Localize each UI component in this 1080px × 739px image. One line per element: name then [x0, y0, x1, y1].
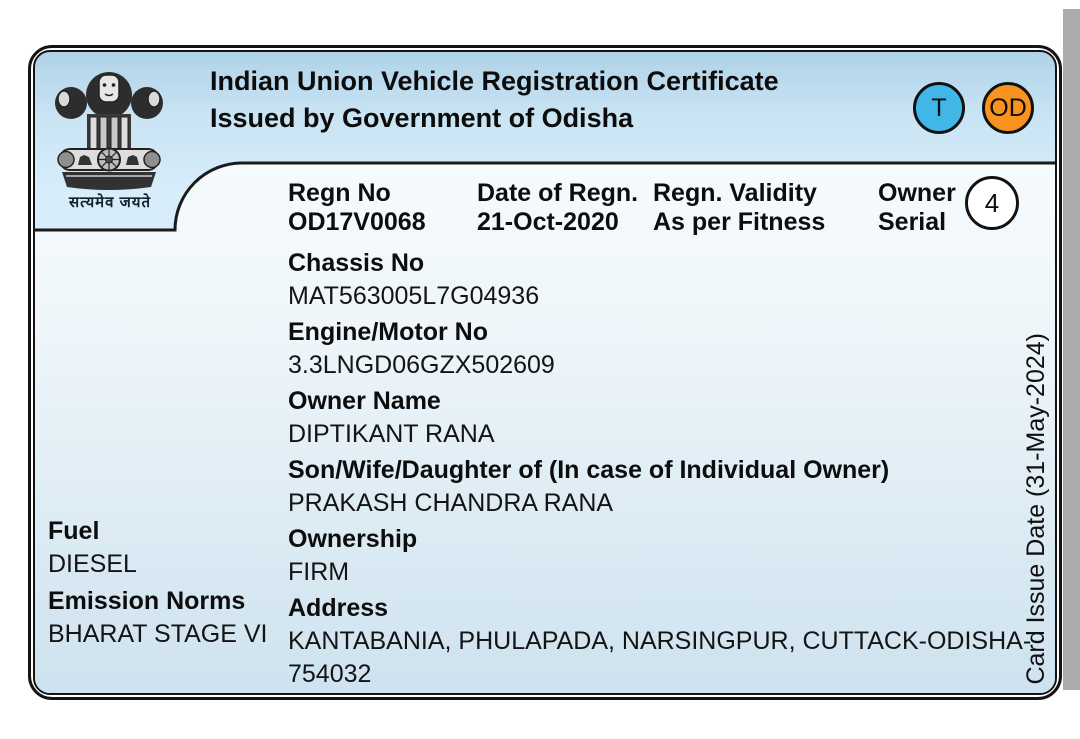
field-son-wife-daughter	[288, 453, 1048, 520]
address-value: KANTABANIA, PHULAPADA, NARSINGPUR, CUTTACK-ODISHA-754032	[288, 627, 1032, 688]
owner-serial-label-line2: Serial	[878, 208, 947, 236]
owner-serial-label-line1: Owner	[878, 179, 956, 207]
date-of-regn-column	[477, 179, 638, 237]
date-of-regn-value: 21-Oct-2020	[477, 208, 619, 236]
date-of-regn-label: Date of Regn.	[477, 179, 639, 207]
son-wife-daughter-label: Son/Wife/Daughter of (In case of Individual Owner)	[288, 456, 890, 484]
owner-serial-column	[878, 179, 956, 237]
card-issue-date-vertical-text: Card Issue Date (31-May-2024)	[1022, 333, 1050, 685]
regn-no-value: OD17V0068	[288, 208, 426, 236]
ownership-label: Ownership	[288, 525, 418, 553]
certificate-title-line1: Indian Union Vehicle Registration Certificate	[210, 66, 779, 96]
field-engine-no	[288, 315, 1048, 382]
satyameva-jayate-motto: सत्यमेव जयते	[68, 194, 152, 211]
detail-fields	[288, 246, 1048, 693]
ownership-value: FIRM	[288, 558, 350, 586]
regn-no-column	[288, 179, 426, 237]
certificate-title	[210, 63, 779, 137]
owner-name-value: DIPTIKANT RANA	[288, 420, 495, 448]
field-chassis-no	[288, 246, 1048, 313]
chassis-no-value: MAT563005L7G04936	[288, 282, 540, 310]
side-detail-fields	[48, 515, 273, 655]
regn-validity-column	[653, 179, 825, 237]
chassis-no-label: Chassis No	[288, 249, 425, 277]
field-owner-name	[288, 384, 1048, 451]
son-wife-daughter-value: PRAKASH CHANDRA RANA	[288, 489, 614, 517]
engine-no-value: 3.3LNGD06GZX502609	[288, 351, 555, 379]
field-ownership	[288, 522, 1048, 589]
address-label: Address	[288, 594, 389, 622]
transport-category-badge: T	[913, 82, 965, 134]
state-code-badge: OD	[982, 82, 1034, 134]
regn-validity-label: Regn. Validity	[653, 179, 817, 207]
fuel-value: DIESEL	[48, 550, 137, 578]
lion-capital-emblem-icon	[53, 59, 165, 191]
field-address	[288, 591, 1048, 691]
fuel-label: Fuel	[48, 517, 100, 545]
owner-serial-value-circle: 4	[965, 176, 1019, 230]
field-emission-norms	[48, 585, 273, 651]
vehicle-registration-card	[28, 45, 1062, 700]
regn-validity-value: As per Fitness	[653, 208, 826, 236]
page-scroll-strip	[1063, 9, 1080, 690]
engine-no-label: Engine/Motor No	[288, 318, 488, 346]
certificate-title-line2: Issued by Government of Odisha	[210, 103, 634, 133]
emission-norms-label: Emission Norms	[48, 587, 246, 615]
owner-name-label: Owner Name	[288, 387, 441, 415]
emission-norms-value: BHARAT STAGE VI	[48, 620, 268, 648]
card-inner	[33, 50, 1057, 695]
field-fuel	[48, 515, 273, 581]
regn-no-label: Regn No	[288, 179, 391, 207]
